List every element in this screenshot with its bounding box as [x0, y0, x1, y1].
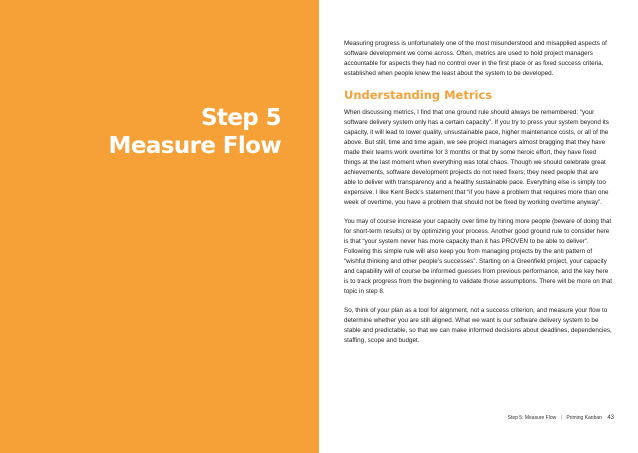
- chapter-title-name: Measure Flow: [108, 133, 281, 159]
- footer-book-title: Priming Kanban: [566, 415, 602, 421]
- chapter-title-step: Step 5: [200, 105, 281, 131]
- body-paragraph-2: You may of course increase your capacity over time by hiring more people (beware of doing that for short-term results) or by optimizing your process. Another good ground rule to consider here is that “your system never has more capacity than it has PROVEN to be able to deliver”. Following this simple rule will also keep you from managing projects by the anti pattern of “wishful thinking and other people’s successes”. Starting on a Greenfield project, your capacity and capability will of course be informed guesses from previous performance, and the key here is to track progress from the beginning to validate those assumptions. There will be more on that topic in step 8.: [344, 218, 612, 295]
- footer-chapter-label: Step 5: Measure Flow: [507, 415, 557, 421]
- section-heading: Understanding Metrics: [344, 88, 493, 102]
- chapter-title: [109, 104, 281, 160]
- page-content: [344, 39, 612, 355]
- body-paragraph-1: When discussing metrics, I find that one ground rule should always be remembered: “your software delivery system only has a certain capacity”. If you try to press your system beyond its capacity, it will lead to lower quality, unsustainable pace, higher maintenance costs, or all of the above. But still, time and time again, we see project managers almost bragging that they have made their teams work overtime for 3 months or that by some heroic effort, they have fixed things at the last moment when everything was total chaos. Though we should celebrate great achievements, software development projects do not need fixers; they need people that are able to deliver with transparency and a healthy sustainable pace. Everything else is simply too expensive. I like Kent Beck’s statement that “if you have a problem that requires more than one week of overtime, you have a problem that should not be fixed by working overtime anyway”.: [344, 109, 609, 206]
- page-footer: [508, 414, 614, 422]
- intro-paragraph: Measuring progress is unfortunately one of the most misunderstood and misapplied aspects of software development we come across. Often, metrics are used to hold project managers accountable for aspects they had no control over in the first place or as fixed success criteria, established when people knew the least about the system to be developed.: [344, 40, 607, 77]
- body-paragraph-3: So, think of your plan as a tool for alignment, not a success criterion, and measure your flow to determine whether you are still aligned. What we want is our software delivery system to be stable and predictable, so that we can make informed decisions about deadlines, dependencies, staffing, scope and budget.: [344, 307, 612, 344]
- page-number: 43: [607, 415, 614, 421]
- footer-separator: |: [560, 415, 562, 421]
